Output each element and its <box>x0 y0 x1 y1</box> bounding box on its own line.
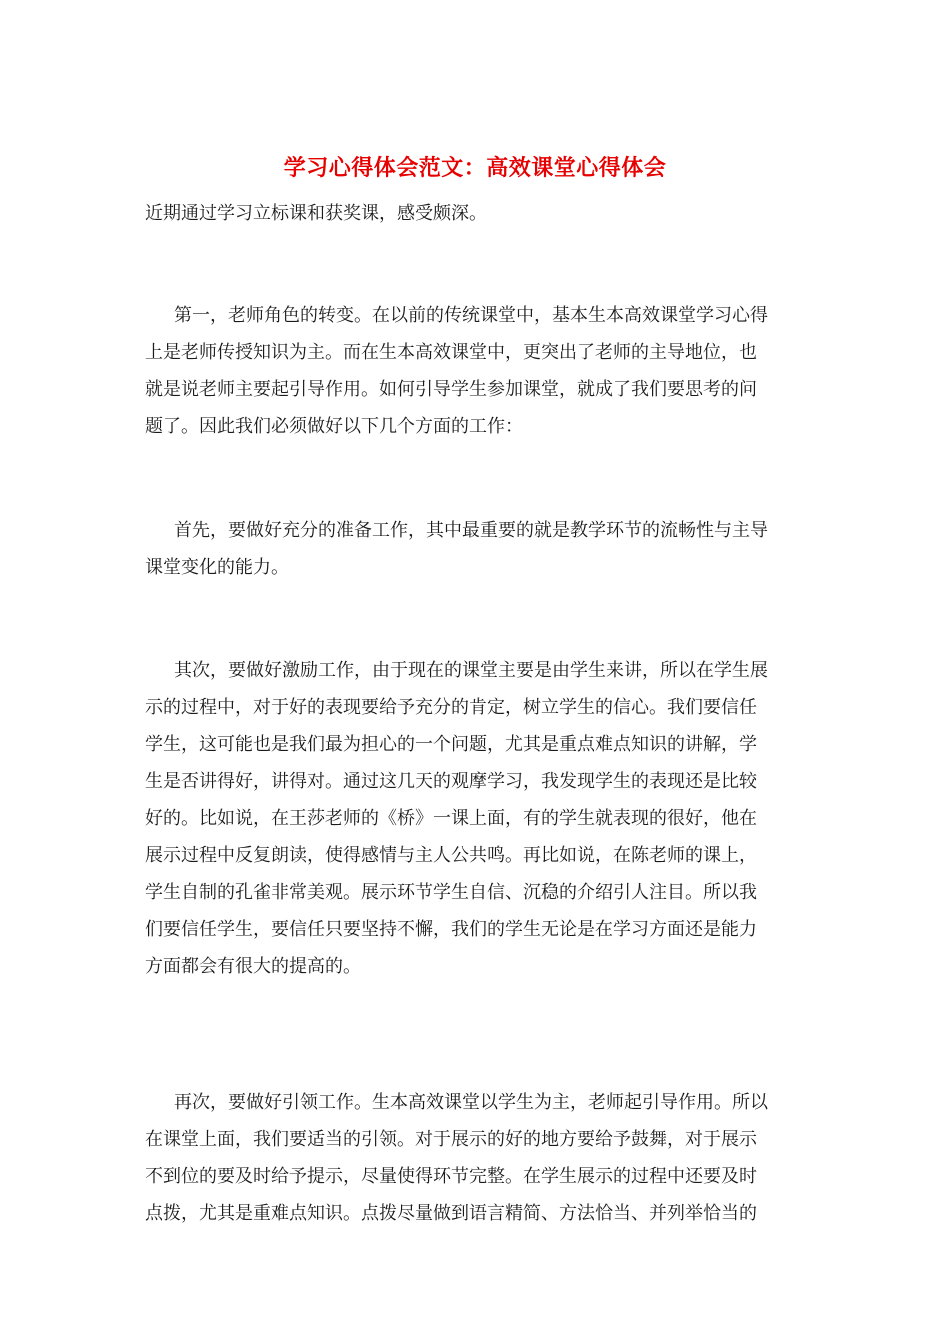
intro-paragraph: 近期通过学习立标课和获奖课，感受颇深。 <box>145 203 487 224</box>
paragraph-guidance <box>145 1084 815 1232</box>
paragraph-line: 方面都会有很大的提高的。 <box>145 956 361 977</box>
paragraph-line: 展示过程中反复朗读，使得感情与主人公共鸣。再比如说，在陈老师的课上， <box>145 845 757 866</box>
paragraph-encouragement <box>145 652 815 985</box>
paragraph-line: 们要信任学生，要信任只要坚持不懈，我们的学生无论是在学习方面还是能力 <box>145 919 757 940</box>
paragraph-line: 好的。比如说，在王莎老师的《桥》一课上面，有的学生就表现的很好，他在 <box>145 808 757 829</box>
paragraph-line: 其次，要做好激励工作，由于现在的课堂主要是由学生来讲，所以在学生展 <box>174 660 768 681</box>
paragraph-line: 在课堂上面，我们要适当的引领。对于展示的好的地方要给予鼓舞，对于展示 <box>145 1129 757 1150</box>
document-title: 学习心得体会范文：高效课堂心得体会 <box>283 155 667 181</box>
paragraph-line: 课堂变化的能力。 <box>145 557 289 578</box>
paragraph-line: 第一，老师角色的转变。在以前的传统课堂中，基本生本高效课堂学习心得 <box>174 305 768 326</box>
paragraph-line: 示的过程中，对于好的表现要给予充分的肯定，树立学生的信心。我们要信任 <box>145 697 757 718</box>
paragraph-line: 再次，要做好引领工作。生本高效课堂以学生为主，老师起引导作用。所以 <box>174 1092 768 1113</box>
paragraph-teacher-role <box>145 297 815 445</box>
paragraph-line: 生是否讲得好，讲得对。通过这几天的观摩学习，我发现学生的表现还是比较 <box>145 771 757 792</box>
paragraph-line: 点拨，尤其是重难点知识。点拨尽量做到语言精简、方法恰当、并列举恰当的 <box>145 1203 757 1224</box>
paragraph-line: 首先，要做好充分的准备工作，其中最重要的就是教学环节的流畅性与主导 <box>174 520 768 541</box>
paragraph-line: 学生自制的孔雀非常美观。展示环节学生自信、沉稳的介绍引人注目。所以我 <box>145 882 757 903</box>
paragraph-line: 学生，这可能也是我们最为担心的一个问题，尤其是重点难点知识的讲解，学 <box>145 734 757 755</box>
paragraph-preparation <box>145 512 815 586</box>
paragraph-line: 不到位的要及时给予提示，尽量使得环节完整。在学生展示的过程中还要及时 <box>145 1166 757 1187</box>
paragraph-line: 就是说老师主要起引导作用。如何引导学生参加课堂，就成了我们要思考的问 <box>145 379 757 400</box>
paragraph-line: 上是老师传授知识为主。而在生本高效课堂中，更突出了老师的主导地位，也 <box>145 342 757 363</box>
paragraph-line: 题了。因此我们必须做好以下几个方面的工作： <box>145 416 523 437</box>
